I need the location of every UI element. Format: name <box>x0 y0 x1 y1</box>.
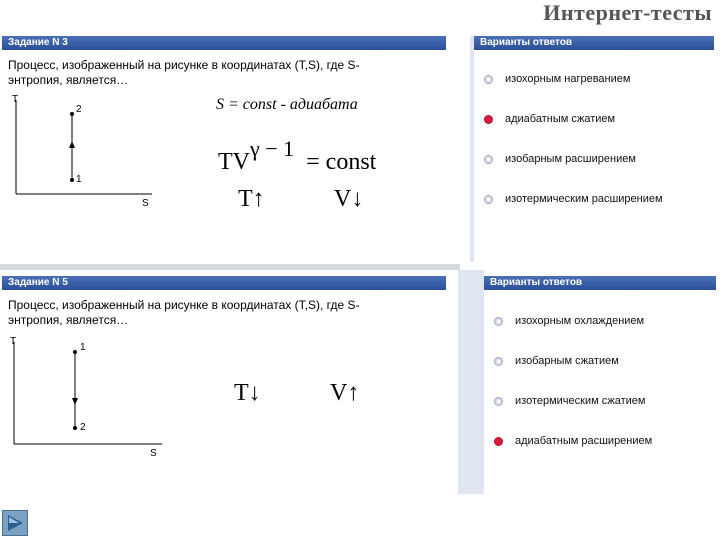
task3-header: Задание N 3 <box>2 36 446 50</box>
task5-question: Процесс, изображенный на рисунке в координатах (T,S), где S- энтропия, является… <box>8 298 360 327</box>
task3-note: S = const - адиабата <box>216 96 358 113</box>
answers5-frame <box>458 270 484 494</box>
answers3-radio-2[interactable] <box>484 115 493 124</box>
task5-header: Задание N 5 <box>2 276 446 290</box>
answers5-option-3[interactable]: изотермическим сжатием <box>515 395 646 407</box>
answers5-radio-3[interactable] <box>494 397 503 406</box>
answers5-radio-1[interactable] <box>494 317 503 326</box>
task3-axis-y: T <box>12 94 19 105</box>
arrow-up-icon <box>69 141 75 148</box>
point-2 <box>70 112 74 116</box>
point-2 <box>73 426 77 430</box>
task3-panel <box>2 36 446 262</box>
formula-exponent: γ − 1 <box>250 136 295 161</box>
task3-point-top-label: 2 <box>76 104 82 115</box>
answers5-header: Варианты ответов <box>484 276 716 290</box>
formula-rhs: = const <box>306 149 377 175</box>
formula-lhs: TV <box>218 149 250 175</box>
task3-ts-graph <box>2 96 162 216</box>
answers5-option-2[interactable]: изобарным сжатием <box>515 355 619 367</box>
point-1 <box>73 350 77 354</box>
answers5-radio-2[interactable] <box>494 357 503 366</box>
answers3-radio-3[interactable] <box>484 155 493 164</box>
task3-question: Процесс, изображенный на рисунке в координатах (T,S), где S- энтропия, является… <box>8 58 360 87</box>
task5-trend-v: V↑ <box>330 380 360 406</box>
page-title: Интернет-тесты <box>543 0 712 25</box>
task5-trend-t: T↓ <box>234 380 261 406</box>
task5-panel <box>2 276 446 490</box>
answers3-panel <box>474 36 714 262</box>
task5-axis-x: S <box>150 448 157 459</box>
formula <box>218 136 377 176</box>
task5-axis-y: T <box>10 336 17 347</box>
answers5-radio-4[interactable] <box>494 437 503 446</box>
answers5-option-1[interactable]: изохорным охлаждением <box>515 315 645 327</box>
task3-trend-v: V↓ <box>334 186 364 212</box>
play-triangle-icon <box>3 511 27 535</box>
answers3-option-3[interactable]: изобарным расширением <box>505 153 636 165</box>
task3-axis-x: S <box>142 198 149 209</box>
answers3-radio-1[interactable] <box>484 75 493 84</box>
answers3-option-2[interactable]: адиабатным сжатием <box>505 113 616 125</box>
answers3-header: Варианты ответов <box>474 36 714 50</box>
task3-point-bottom-label: 1 <box>76 174 82 185</box>
answers5-panel <box>484 276 716 490</box>
task5-ts-graph <box>2 336 172 461</box>
section-divider <box>0 264 460 270</box>
answers3-radio-4[interactable] <box>484 195 493 204</box>
point-1 <box>70 178 74 182</box>
arrow-down-icon <box>72 398 78 405</box>
task5-point-top-label: 1 <box>80 342 86 353</box>
answers3-option-1[interactable]: изохорным нагреванием <box>505 73 631 85</box>
answers3-frame <box>470 36 474 262</box>
next-slide-button[interactable] <box>2 510 28 536</box>
task3-trend-t: T↑ <box>238 186 265 212</box>
answers5-option-4[interactable]: адиабатным расширением <box>515 435 653 447</box>
task5-point-bottom-label: 2 <box>80 422 86 433</box>
answers3-option-4[interactable]: изотермическим расширением <box>505 193 663 205</box>
